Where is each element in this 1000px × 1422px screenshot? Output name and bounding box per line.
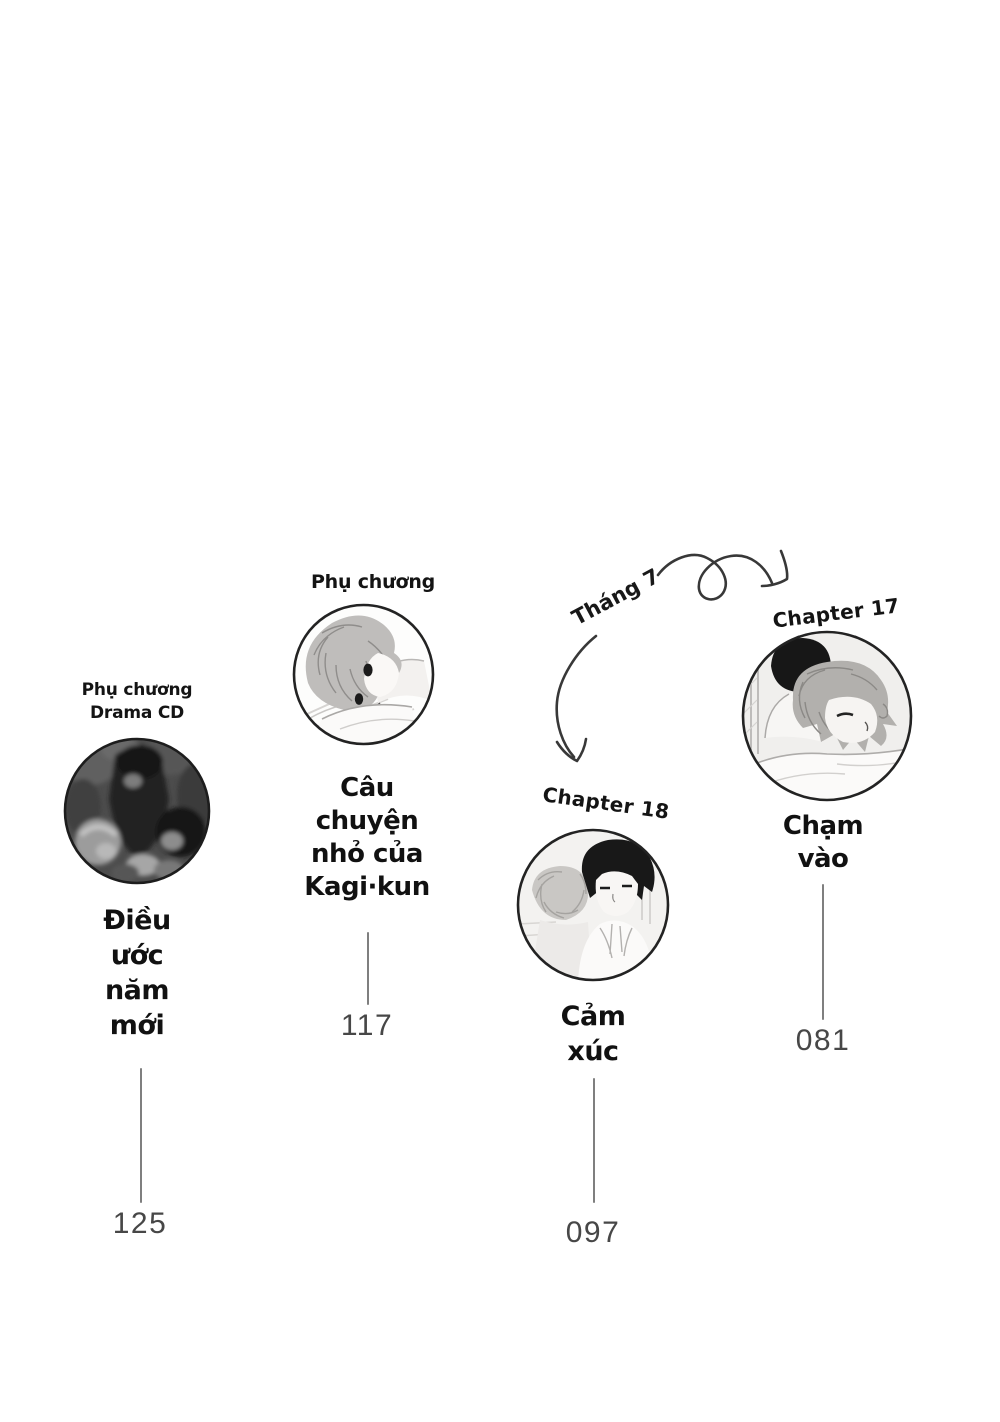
connector-line xyxy=(367,932,369,1005)
arc-arrow-path xyxy=(557,636,596,757)
loop-arrow-head xyxy=(762,551,787,586)
entry-label-chapter-17 xyxy=(757,591,915,636)
title-line: Chạm xyxy=(782,811,864,841)
entry-title-chapter-18 xyxy=(521,999,665,1069)
title-line: Kagi·kun xyxy=(304,872,430,902)
entry-title-chapter-17 xyxy=(751,810,895,876)
title-line: Câu xyxy=(340,773,394,803)
page-number-side-story: 117 xyxy=(340,1009,394,1042)
arc-arrow-head xyxy=(557,739,586,761)
page-number-chapter-17: 081 xyxy=(795,1024,851,1057)
connector-line xyxy=(822,884,824,1020)
title-line: Cảm xyxy=(560,1001,626,1032)
title-line: chuyện xyxy=(315,806,419,836)
title-line: năm xyxy=(104,975,170,1006)
month-annotation: Tháng 7 xyxy=(567,564,664,630)
label-line: Phụ chương xyxy=(81,680,193,700)
page-number-chapter-18: 097 xyxy=(565,1216,621,1249)
entry-label-side-story xyxy=(303,570,443,595)
label-line: Chapter 18 xyxy=(541,782,671,824)
label-line: Phụ chương xyxy=(310,571,436,593)
connector-line xyxy=(593,1078,595,1203)
thumbnail-side-story xyxy=(292,603,435,746)
entry-label-chapter-18 xyxy=(535,780,677,825)
page-number-drama-cd: 125 xyxy=(112,1207,168,1240)
title-line: Điều xyxy=(103,905,171,936)
label-line: Chapter 17 xyxy=(771,593,901,633)
label-line: Drama CD xyxy=(89,703,185,723)
title-line: xúc xyxy=(567,1036,619,1067)
title-line: mới xyxy=(109,1010,165,1041)
entry-title-drama-cd xyxy=(65,903,209,1043)
entry-title-side-story xyxy=(294,772,440,904)
thumbnail-chapter-18 xyxy=(516,828,670,982)
thumbnail-chapter-17 xyxy=(741,630,913,802)
loop-arrow-path xyxy=(658,555,772,599)
connector-line xyxy=(140,1068,142,1203)
title-line: vào xyxy=(797,844,849,874)
title-line: nhỏ của xyxy=(311,839,423,869)
entry-label-drama-cd xyxy=(52,679,222,725)
title-line: ước xyxy=(110,940,164,971)
thumbnail-drama-cd xyxy=(63,737,211,885)
